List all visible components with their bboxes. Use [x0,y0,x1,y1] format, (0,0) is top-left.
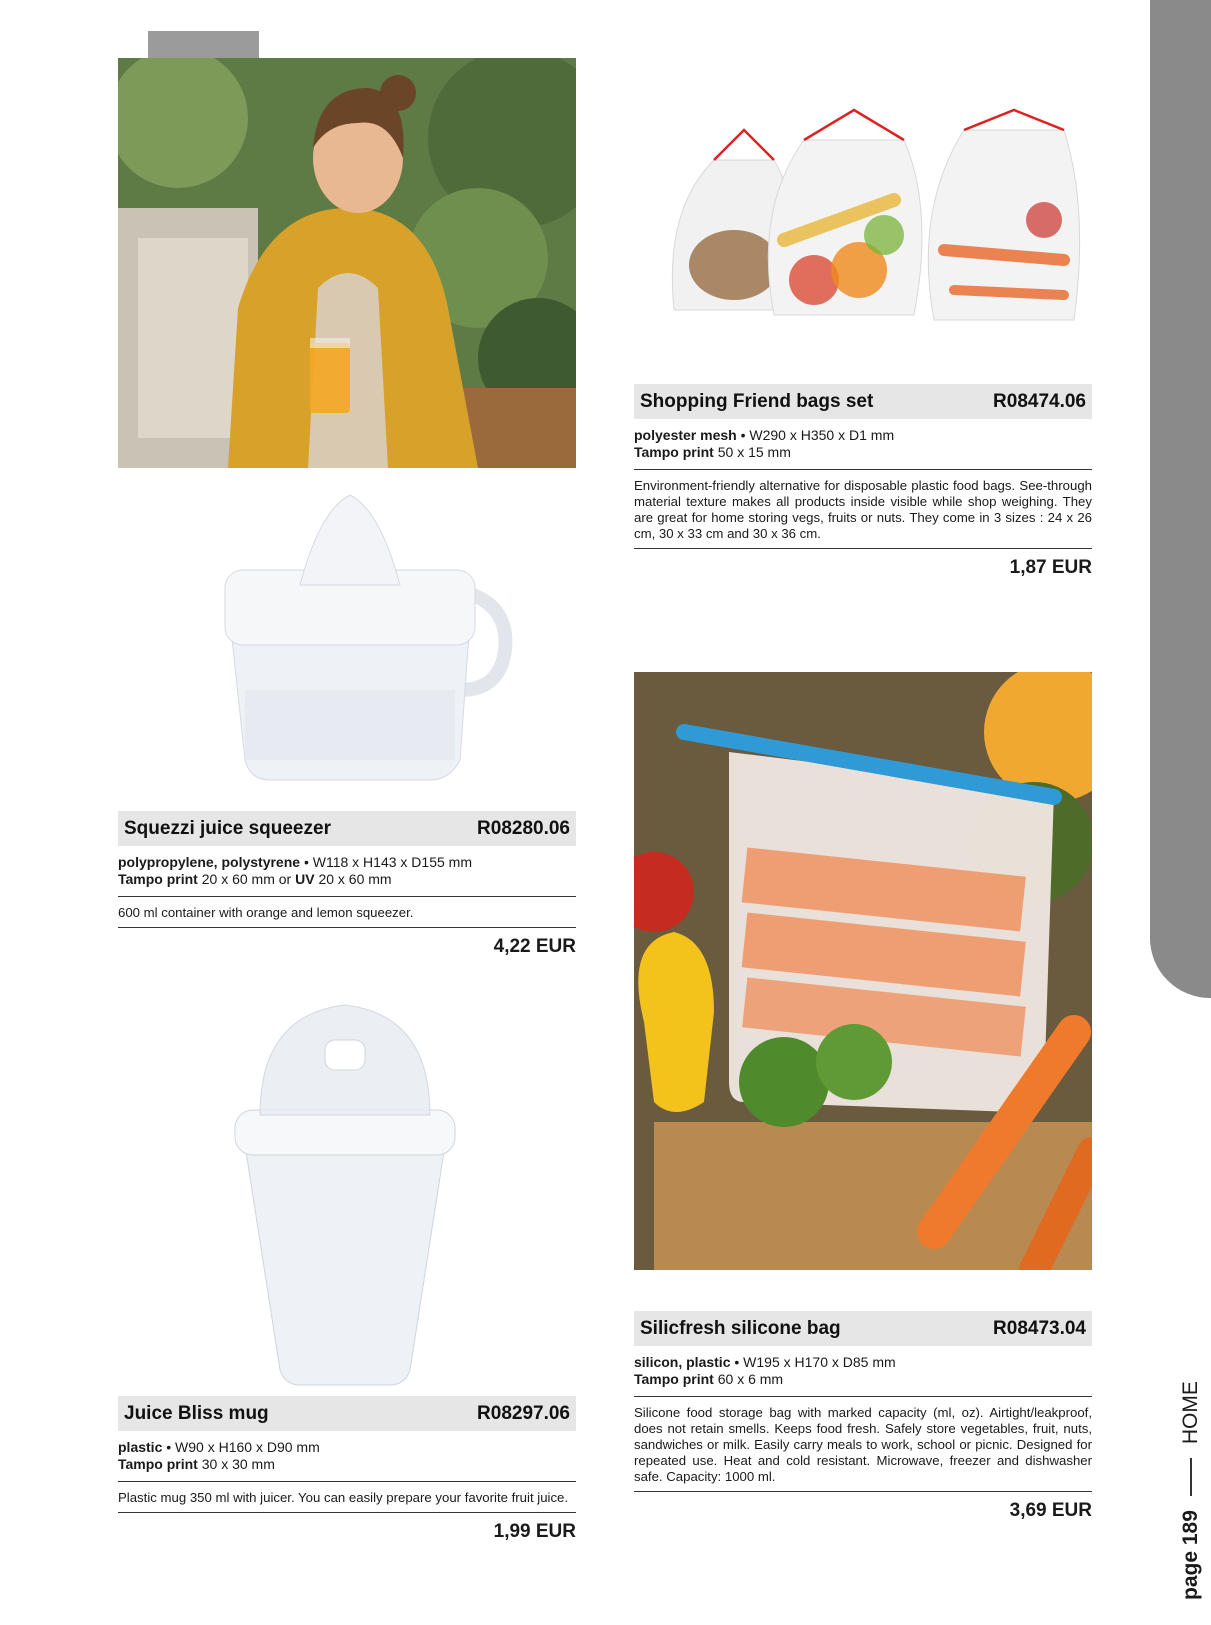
product-description: Environment-friendly alternative for disposable plastic food bags. See-through material texture makes all products inside visible while shop weighing. They are great for home storing vegs, fruits or nuts. They come in 3 sizes : 24 x 26 cm, 30 x 33 cm and 30 x 36 cm. [634,470,1092,549]
material: polypropylene, polystyrene [118,854,301,870]
page-number: page 189 [1179,1510,1202,1600]
product-name: Silicfresh silicone bag [640,1317,841,1339]
material: silicon, plastic [634,1354,731,1370]
mesh-bags-photo [634,90,1092,360]
product-code: R08474.06 [993,390,1086,412]
product-code: R08473.04 [993,1317,1086,1339]
material: polyester mesh [634,427,737,443]
product-name: Squezzi juice squeezer [124,817,331,839]
product-title-bar [634,384,1092,419]
product-silicfresh [634,1311,1092,1522]
print-value: 50 x 15 mm [713,444,791,460]
print-label: Tampo print [634,444,714,460]
product-juice-bliss [118,1396,576,1543]
product-description: Plastic mug 350 ml with juicer. You can easily prepare your favorite fruit juice. [118,1482,576,1513]
dimensions: • W118 x H143 x D155 mm [300,854,472,870]
print-value: 20 x 60 mm or [197,871,296,887]
dimensions: • W195 x H170 x D85 mm [730,1354,896,1370]
product-name: Shopping Friend bags set [640,390,874,412]
product-shopping-friend [634,384,1092,579]
section-tab [1150,0,1211,998]
side-rule [1190,1458,1192,1496]
top-gray-bar [148,31,259,59]
product-squezzi [118,811,576,958]
product-price: 3,69 EUR [1009,1500,1092,1521]
product-title-bar [634,1311,1092,1346]
print-label: Tampo print [118,871,198,887]
print-value: 30 x 30 mm [197,1456,275,1472]
juice-mug-photo [185,985,505,1395]
product-code: R08297.06 [477,1402,570,1424]
dimensions: • W290 x H350 x D1 mm [736,427,895,443]
juice-squeezer-photo [180,490,520,800]
page-side-label [1165,1300,1205,1600]
product-description: 600 ml container with orange and lemon squeezer. [118,897,576,928]
print-label: Tampo print [634,1371,714,1387]
product-spec [634,1354,1092,1397]
product-title-bar [118,811,576,846]
product-price: 1,99 EUR [493,1521,576,1542]
product-description: Silicone food storage bag with marked capacity (ml, oz). Airtight/leakproof, does not retain smells. Keeps food fresh. Safely store vegetables, fruit, nuts, sandwiches or milk. Easily carry meals to work, school or picnic. Designed for repeated use. Heat and cold resistant. Microwave, freezer and dishwasher safe. Capacity: 1000 ml. [634,1397,1092,1492]
section-name: HOME [1179,1381,1202,1445]
product-spec [634,427,1092,470]
woman-with-juice-photo [118,58,576,468]
product-spec [118,1439,576,1482]
product-name: Juice Bliss mug [124,1402,269,1424]
product-price: 4,22 EUR [493,936,576,957]
product-price: 1,87 EUR [1009,557,1092,578]
print-value-2: 20 x 60 mm [314,871,392,887]
material: plastic [118,1439,163,1455]
print-value: 60 x 6 mm [713,1371,784,1387]
print-label: Tampo print [118,1456,198,1472]
product-title-bar [118,1396,576,1431]
product-code: R08280.06 [477,817,570,839]
silicone-bag-photo [634,672,1092,1270]
product-spec [118,854,576,897]
dimensions: • W90 x H160 x D90 mm [162,1439,320,1455]
print-label-2: UV [295,871,315,887]
